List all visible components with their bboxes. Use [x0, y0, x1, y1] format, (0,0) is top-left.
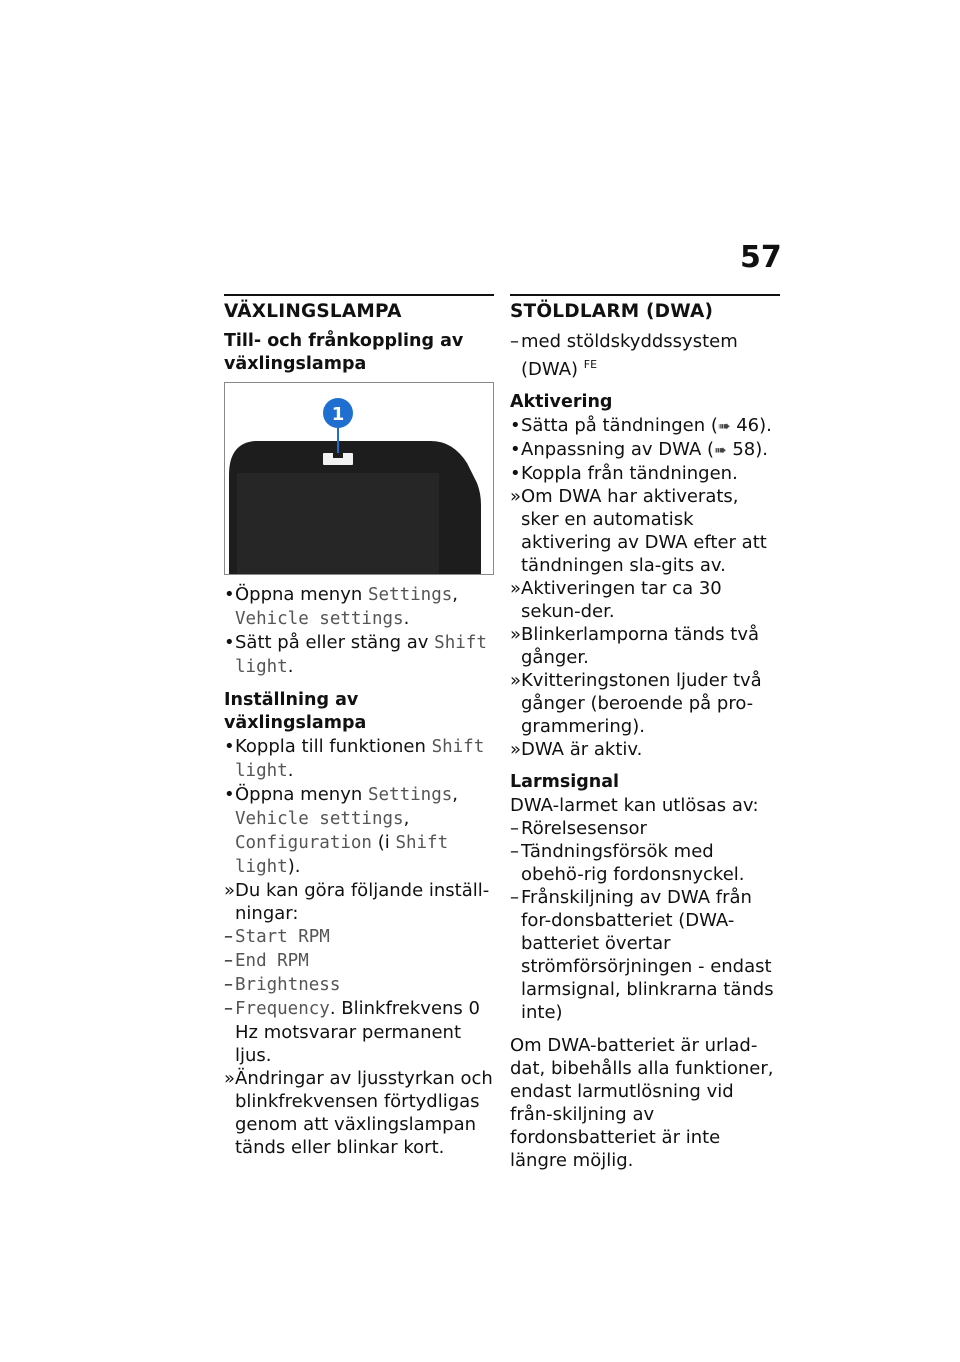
list-marker: »	[510, 670, 522, 691]
list-item	[510, 669, 780, 738]
item-text: Anpassning av DWA (	[521, 439, 715, 460]
list-marker: »	[224, 880, 236, 901]
subheading-toggle: Till- och frånkoppling av växlingslampa	[224, 331, 464, 374]
list-item	[224, 997, 494, 1067]
item-text: 46).	[730, 415, 772, 436]
right-column	[510, 294, 780, 1172]
steps-toggle-list	[224, 583, 494, 679]
list-marker: •	[510, 439, 521, 460]
section-heading-alarm: STÖLDLARM (DWA)	[510, 301, 714, 322]
list-marker: »	[510, 739, 522, 760]
section-rule	[224, 294, 494, 296]
item-text: (i	[371, 832, 396, 853]
list-item	[224, 1067, 494, 1159]
list-item	[510, 485, 780, 577]
list-marker: •	[224, 784, 235, 805]
section-heading-shift-light: VÄXLINGSLAMPA	[224, 301, 402, 322]
list-item	[510, 738, 780, 761]
shift-light-figure	[224, 382, 494, 575]
list-item	[510, 840, 780, 886]
menu-term: Shift light	[235, 633, 487, 677]
list-item	[510, 886, 780, 1024]
list-marker: –	[224, 926, 233, 947]
list-marker: –	[224, 998, 233, 1019]
list-marker: •	[510, 463, 521, 484]
item-text: Rörelsesensor	[521, 818, 647, 839]
section-rule	[510, 294, 780, 296]
list-marker: •	[224, 584, 235, 605]
list-item	[510, 330, 780, 381]
item-text: Ändringar av ljusstyrkan och blinkfrekvensen förtydligas genom att växlingslampan tänds eller blinkar kort.	[235, 1068, 493, 1158]
list-marker: »	[510, 624, 522, 645]
equipment-superscript: FE	[583, 358, 598, 371]
list-marker: –	[510, 841, 519, 862]
list-item	[224, 583, 494, 631]
closing-paragraph: Om DWA-batteriet är urlad-dat, bibehålls alla funktioner, endast larmutlösning vid från-skiljning av fordonsbatteriet är inte längre möjlig.	[510, 1035, 774, 1171]
callout-number: 1	[331, 404, 345, 425]
list-item	[510, 817, 780, 840]
list-item	[510, 577, 780, 623]
list-marker: »	[510, 578, 522, 599]
menu-term: End RPM	[235, 951, 309, 971]
item-text: .	[287, 760, 294, 781]
list-item	[224, 631, 494, 679]
list-marker: •	[224, 632, 235, 653]
item-text: 58).	[726, 439, 768, 460]
menu-term: Configuration	[235, 833, 372, 853]
item-text: ,	[452, 584, 459, 605]
list-item	[510, 414, 780, 438]
item-text: Koppla från tändningen.	[521, 463, 738, 484]
signal-intro-text: DWA-larmet kan utlösas av:	[510, 795, 759, 816]
menu-term: Brightness	[235, 975, 341, 995]
list-marker: •	[510, 415, 521, 436]
list-item	[224, 879, 494, 925]
list-item	[224, 783, 494, 879]
item-text: med stöldskyddssystem (DWA)	[521, 331, 738, 380]
menu-term: Vehicle settings	[235, 609, 404, 629]
page-number: 57	[740, 240, 782, 275]
menu-term: Shift light	[235, 737, 485, 781]
list-item	[224, 973, 494, 997]
item-text: Kvitteringstonen ljuder två gånger (beroende på pro-grammering).	[521, 670, 762, 737]
list-item	[224, 925, 494, 949]
item-text: ).	[287, 856, 301, 877]
list-item	[510, 438, 780, 462]
left-column	[224, 294, 494, 1159]
list-marker: –	[224, 974, 233, 995]
subheading-alarm-signal: Larmsignal	[510, 772, 620, 792]
item-text: Frånskiljning av DWA från for-donsbatteriet (DWA-batteriet övertar strömförsörjningen - endast larmsignal, blinkrarna tänds inte)	[521, 887, 774, 1023]
list-marker: –	[224, 950, 233, 971]
page-reference-arrow-icon: ➠	[717, 417, 731, 435]
menu-term: Frequency	[235, 999, 330, 1019]
item-text: ,	[403, 808, 410, 829]
list-marker: »	[224, 1068, 236, 1089]
list-item	[224, 735, 494, 783]
item-text: .	[287, 656, 294, 677]
item-text: Om DWA har aktiverats, sker en automatisk aktivering av DWA efter att tändningen sla-gits av.	[521, 486, 767, 576]
list-item	[510, 462, 780, 485]
menu-term: Vehicle settings	[235, 809, 404, 829]
dashboard-screen	[237, 473, 439, 574]
alarm-intro-list	[510, 330, 780, 381]
list-marker: –	[510, 887, 519, 908]
menu-term: Settings	[367, 785, 453, 805]
item-text: Öppna menyn	[235, 584, 368, 605]
item-text: Sätt på eller stäng av	[235, 632, 435, 653]
list-marker: •	[224, 736, 235, 757]
item-text: Öppna menyn	[235, 784, 368, 805]
menu-term: Settings	[367, 585, 453, 605]
list-item	[510, 623, 780, 669]
steps-settings-list	[224, 735, 494, 1159]
item-text: Du kan göra följande inställ-ningar:	[235, 880, 490, 924]
subheading-activation: Aktivering	[510, 392, 613, 412]
item-text: Blinkerlamporna tänds två gånger.	[521, 624, 760, 668]
item-text: Sätta på tändningen (	[521, 415, 718, 436]
list-marker: –	[510, 331, 519, 352]
list-item	[224, 949, 494, 973]
menu-term: Shift light	[235, 833, 449, 877]
item-text: Aktiveringen tar ca 30 sekun-der.	[521, 578, 722, 622]
item-text: DWA är aktiv.	[521, 739, 643, 760]
list-marker: »	[510, 486, 522, 507]
item-text: .	[403, 608, 410, 629]
subheading-settings: Inställning av växlingslampa	[224, 690, 367, 733]
signal-items-list	[510, 817, 780, 1024]
item-text: Tändningsförsök med obehö-rig fordonsnyckel.	[521, 841, 745, 885]
item-text: ,	[452, 784, 459, 805]
item-text: Koppla till funktionen	[235, 736, 432, 757]
activation-steps-list	[510, 414, 780, 761]
menu-term: Start RPM	[235, 927, 330, 947]
item-text: . Blinkfrekvens 0 Hz motsvarar permanent ljus.	[235, 998, 480, 1066]
list-marker: –	[510, 818, 519, 839]
page-reference-arrow-icon: ➠	[714, 441, 727, 459]
